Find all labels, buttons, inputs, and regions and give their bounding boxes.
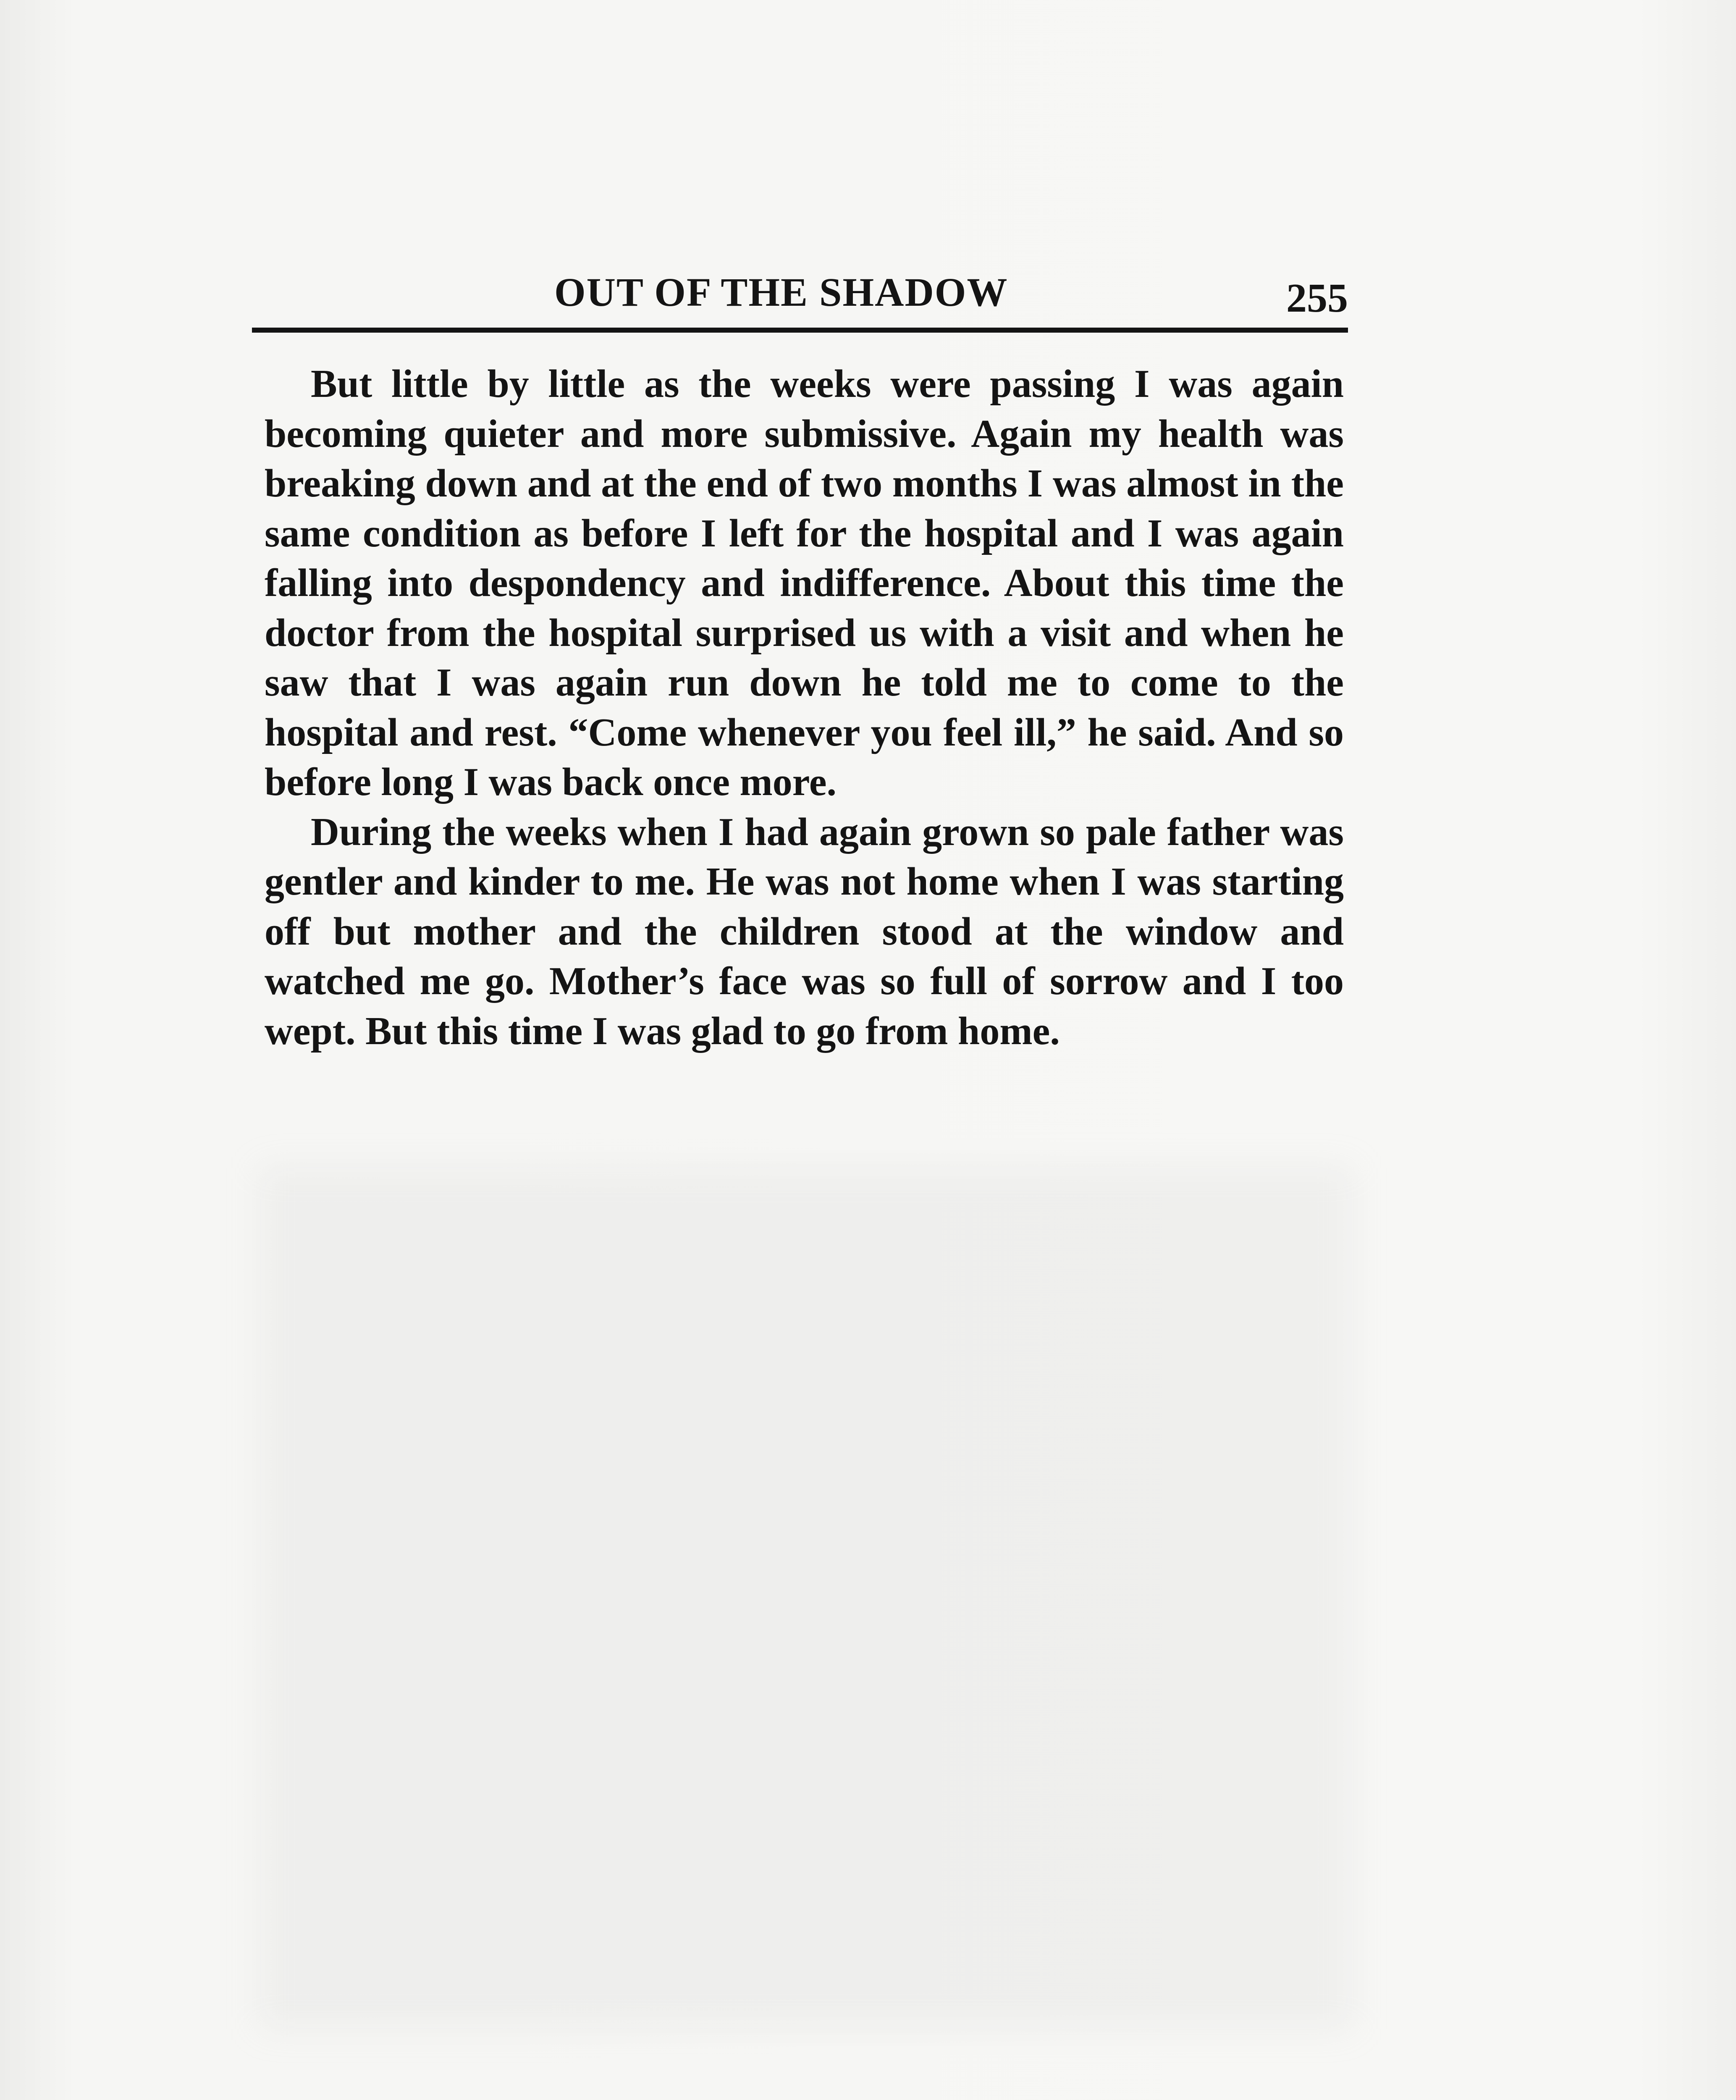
page-number: 255	[1286, 276, 1348, 321]
header-rule	[252, 328, 1348, 333]
show-through-shadow	[260, 1168, 1352, 2029]
paragraph-1: But little by little as the weeks were passing I was again becoming quieter and more submissive. Again my health was breaking down and at the end of two months I was almost in the same condition as before I left for the hospital and I was again falling into despondency and indifference. About this time the doctor from the hospital surprised us with a visit and when he saw that I was again run down he told me to come to the hospital and rest. “Come whenever you feel ill,” he said. And so before long I was back once more.	[265, 362, 1344, 804]
running-head-title: OUT OF THE SHADOW	[554, 270, 1008, 315]
running-head	[252, 256, 1352, 323]
paragraph-2: During the weeks when I had again grown so pale father was gentler and kinder to me. He was not home when I was starting off but mother and the children stood at the window and watched me go. Mother’s face was so full of sorrow and I too wept. But this time I was glad to go from home.	[265, 810, 1344, 1053]
body-text	[265, 359, 1344, 1056]
